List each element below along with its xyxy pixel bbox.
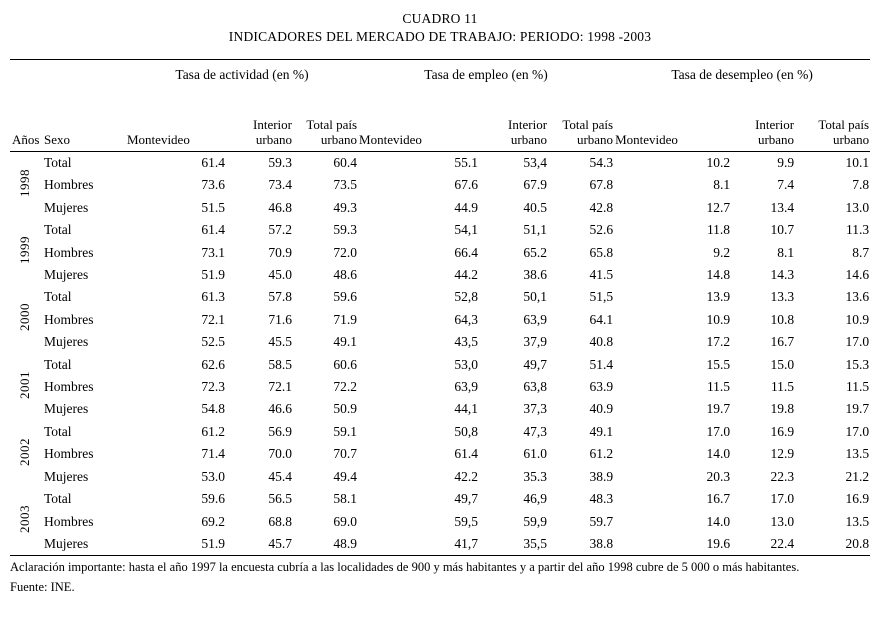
value-cell: 72.1 bbox=[268, 379, 292, 395]
value-cell: 15.0 bbox=[770, 356, 795, 372]
value-cell: 64,3 bbox=[454, 311, 479, 327]
table-row bbox=[10, 241, 870, 263]
column-header: Montevideo bbox=[358, 85, 479, 151]
value-cell: 45.7 bbox=[268, 535, 292, 551]
value-cell: 61.3 bbox=[201, 289, 225, 305]
value-cell: 10.9 bbox=[706, 311, 731, 327]
value-cell: 11.5 bbox=[770, 379, 795, 395]
sexo-cell: Total bbox=[44, 222, 72, 238]
value-cell: 60.6 bbox=[333, 356, 358, 372]
value-cell: 72.0 bbox=[333, 244, 358, 260]
year-cell bbox=[10, 286, 40, 353]
sexo-cell: Mujeres bbox=[44, 334, 89, 350]
value-cell: 12.9 bbox=[770, 446, 795, 462]
value-cell: 9.9 bbox=[777, 155, 795, 170]
value-cell: 72.1 bbox=[201, 311, 225, 327]
value-cell: 19.7 bbox=[845, 401, 870, 417]
value-cell: 10.7 bbox=[770, 222, 795, 238]
value-cell: 38.8 bbox=[589, 535, 614, 551]
value-cell: 17.0 bbox=[706, 423, 731, 439]
year-cell bbox=[10, 420, 40, 487]
sexo-cell: Total bbox=[44, 356, 72, 372]
value-cell: 45.0 bbox=[268, 267, 292, 283]
value-cell: 58.1 bbox=[333, 491, 358, 507]
value-cell: 59.6 bbox=[201, 491, 225, 507]
sexo-cell: Total bbox=[44, 155, 72, 170]
value-cell: 51.9 bbox=[201, 267, 225, 283]
value-cell: 35.3 bbox=[523, 468, 548, 484]
value-cell: 44.9 bbox=[454, 199, 479, 215]
value-cell: 50.9 bbox=[333, 401, 358, 417]
value-cell: 42.2 bbox=[454, 468, 479, 484]
value-cell: 71.4 bbox=[201, 446, 225, 462]
value-cell: 13.6 bbox=[845, 289, 870, 305]
year-label: 2003 bbox=[17, 505, 33, 533]
year-label: 2000 bbox=[17, 303, 33, 332]
value-cell: 61.4 bbox=[454, 446, 479, 462]
table-row bbox=[10, 443, 870, 465]
value-cell: 59.3 bbox=[333, 222, 358, 238]
year-label: 1999 bbox=[17, 236, 33, 265]
value-cell: 53.0 bbox=[201, 468, 225, 484]
value-cell: 7.4 bbox=[777, 177, 795, 193]
value-cell: 73.4 bbox=[268, 177, 292, 193]
sexo-cell: Mujeres bbox=[44, 401, 89, 417]
table-subtitle: INDICADORES DEL MERCADO DE TRABAJO: PERIODO: 1998 -2003 bbox=[228, 29, 652, 44]
value-cell: 11.5 bbox=[706, 379, 731, 395]
column-header: Interior urbano bbox=[731, 85, 795, 151]
value-cell: 59.7 bbox=[589, 513, 614, 529]
value-cell: 59,5 bbox=[454, 513, 479, 529]
value-cell: 10.2 bbox=[706, 155, 731, 170]
value-cell: 14.8 bbox=[706, 267, 731, 283]
value-cell: 13.0 bbox=[845, 199, 870, 215]
value-cell: 64.1 bbox=[589, 311, 614, 327]
value-cell: 49.1 bbox=[589, 423, 614, 439]
sexo-cell: Hombres bbox=[44, 244, 94, 260]
table-row bbox=[10, 331, 870, 353]
value-cell: 72.2 bbox=[333, 379, 358, 395]
indicators-table bbox=[10, 59, 870, 556]
value-cell: 37,9 bbox=[523, 334, 548, 350]
value-cell: 67.6 bbox=[454, 177, 479, 193]
value-cell: 13.5 bbox=[845, 446, 870, 462]
value-cell: 12.7 bbox=[706, 199, 731, 215]
value-cell: 49.1 bbox=[333, 334, 358, 350]
value-cell: 19.8 bbox=[770, 401, 795, 417]
value-cell: 58.5 bbox=[268, 356, 292, 372]
year-cell bbox=[10, 488, 40, 556]
table-row bbox=[10, 420, 870, 442]
value-cell: 37,3 bbox=[523, 401, 548, 417]
value-cell: 40.9 bbox=[589, 401, 614, 417]
value-cell: 51,5 bbox=[589, 289, 614, 305]
value-cell: 70.0 bbox=[268, 446, 292, 462]
value-cell: 51.5 bbox=[201, 199, 225, 215]
value-cell: 16.9 bbox=[770, 423, 795, 439]
footnote: Aclaración importante: hasta el año 1997 la encuesta cubría a las localidades de 900 y más habitantes y a partir del año 1998 cubre de 5 000 o más habitantes. bbox=[10, 559, 800, 574]
value-cell: 66.4 bbox=[454, 244, 479, 260]
value-cell: 73.5 bbox=[333, 177, 358, 193]
title-block bbox=[10, 10, 870, 46]
value-cell: 44.2 bbox=[454, 267, 479, 283]
value-cell: 73.6 bbox=[201, 177, 225, 193]
value-cell: 71.9 bbox=[333, 311, 358, 327]
source-note: Fuente: INE. bbox=[10, 579, 75, 594]
sexo-cell: Mujeres bbox=[44, 267, 89, 283]
table-row bbox=[10, 510, 870, 532]
value-cell: 62.6 bbox=[201, 356, 225, 372]
value-cell: 61.4 bbox=[201, 155, 225, 170]
table-row bbox=[10, 353, 870, 375]
value-cell: 8.1 bbox=[713, 177, 731, 193]
value-cell: 13.5 bbox=[845, 513, 870, 529]
value-cell: 61.2 bbox=[201, 423, 225, 439]
column-header: Montevideo bbox=[614, 85, 731, 151]
value-cell: 69.2 bbox=[201, 513, 225, 529]
value-cell: 46,9 bbox=[523, 491, 548, 507]
value-cell: 65.2 bbox=[523, 244, 548, 260]
sexo-cell: Mujeres bbox=[44, 535, 89, 551]
sexo-cell: Total bbox=[44, 289, 72, 305]
value-cell: 19.6 bbox=[706, 535, 731, 551]
sexo-cell: Hombres bbox=[44, 513, 94, 529]
value-cell: 52,8 bbox=[454, 289, 479, 305]
column-header-anios: Años bbox=[10, 85, 40, 151]
table-row bbox=[10, 532, 870, 555]
value-cell: 15.5 bbox=[706, 356, 731, 372]
value-cell: 54.3 bbox=[589, 155, 614, 170]
value-cell: 53,4 bbox=[523, 155, 548, 170]
value-cell: 71.6 bbox=[268, 311, 292, 327]
column-header-sexo: Sexo bbox=[40, 85, 126, 151]
value-cell: 60.4 bbox=[333, 155, 358, 170]
sexo-cell: Mujeres bbox=[44, 199, 89, 215]
value-cell: 10.8 bbox=[770, 311, 795, 327]
value-cell: 40.8 bbox=[589, 334, 614, 350]
table-row bbox=[10, 174, 870, 196]
value-cell: 50,1 bbox=[523, 289, 548, 305]
value-cell: 56.9 bbox=[268, 423, 292, 439]
value-cell: 49.3 bbox=[333, 199, 358, 215]
year-label: 1998 bbox=[17, 168, 33, 197]
year-cell bbox=[10, 219, 40, 286]
value-cell: 11.8 bbox=[706, 222, 731, 238]
table-row bbox=[10, 465, 870, 487]
value-cell: 67.8 bbox=[589, 177, 614, 193]
value-cell: 17.2 bbox=[706, 334, 731, 350]
value-cell: 21.2 bbox=[845, 468, 870, 484]
column-header-row bbox=[10, 85, 870, 151]
value-cell: 72.3 bbox=[201, 379, 225, 395]
table-title: CUADRO 11 bbox=[402, 11, 478, 26]
sexo-cell: Hombres bbox=[44, 311, 94, 327]
table-row bbox=[10, 219, 870, 241]
value-cell: 46.6 bbox=[268, 401, 292, 417]
value-cell: 38.9 bbox=[589, 468, 614, 484]
value-cell: 49,7 bbox=[454, 491, 479, 507]
value-cell: 16.7 bbox=[706, 491, 731, 507]
sexo-cell: Total bbox=[44, 423, 72, 439]
year-cell bbox=[10, 151, 40, 219]
value-cell: 52.5 bbox=[201, 334, 225, 350]
value-cell: 8.1 bbox=[777, 244, 795, 260]
value-cell: 73.1 bbox=[201, 244, 225, 260]
column-header: Total país urbano bbox=[795, 85, 870, 151]
value-cell: 35,5 bbox=[523, 535, 548, 551]
value-cell: 63,9 bbox=[523, 311, 548, 327]
group-header: Tasa de desempleo (en %) bbox=[671, 67, 813, 82]
value-cell: 11.5 bbox=[845, 379, 870, 395]
value-cell: 16.7 bbox=[770, 334, 795, 350]
value-cell: 15.3 bbox=[845, 356, 870, 372]
value-cell: 69.0 bbox=[333, 513, 358, 529]
value-cell: 65.8 bbox=[589, 244, 614, 260]
value-cell: 17.0 bbox=[770, 491, 795, 507]
value-cell: 48.3 bbox=[589, 491, 614, 507]
value-cell: 56.5 bbox=[268, 491, 292, 507]
year-cell bbox=[10, 353, 40, 420]
value-cell: 57.8 bbox=[268, 289, 292, 305]
year-label: 2002 bbox=[17, 437, 33, 466]
value-cell: 67.9 bbox=[523, 177, 548, 193]
value-cell: 42.8 bbox=[589, 199, 614, 215]
group-header: Tasa de empleo (en %) bbox=[424, 67, 548, 82]
value-cell: 40.5 bbox=[523, 199, 548, 215]
value-cell: 41.5 bbox=[589, 267, 614, 283]
value-cell: 38.6 bbox=[523, 267, 548, 283]
value-cell: 14.0 bbox=[706, 446, 731, 462]
value-cell: 53,0 bbox=[454, 356, 479, 372]
value-cell: 19.7 bbox=[706, 401, 731, 417]
value-cell: 43,5 bbox=[454, 334, 479, 350]
value-cell: 51.9 bbox=[201, 535, 225, 551]
column-header: Total país urbano bbox=[293, 85, 358, 151]
value-cell: 61.4 bbox=[201, 222, 225, 238]
value-cell: 50,8 bbox=[454, 423, 479, 439]
value-cell: 70.7 bbox=[333, 446, 358, 462]
group-header-row bbox=[10, 60, 870, 86]
value-cell: 49.4 bbox=[333, 468, 358, 484]
value-cell: 41,7 bbox=[454, 535, 479, 551]
table-row bbox=[10, 398, 870, 420]
value-cell: 17.0 bbox=[845, 423, 870, 439]
value-cell: 59.1 bbox=[333, 423, 358, 439]
value-cell: 13.0 bbox=[770, 513, 795, 529]
value-cell: 45.5 bbox=[268, 334, 292, 350]
value-cell: 13.9 bbox=[706, 289, 731, 305]
value-cell: 14.6 bbox=[845, 267, 870, 283]
value-cell: 63.9 bbox=[589, 379, 614, 395]
value-cell: 59.6 bbox=[333, 289, 358, 305]
sexo-cell: Hombres bbox=[44, 177, 94, 193]
value-cell: 57.2 bbox=[268, 222, 292, 238]
value-cell: 8.7 bbox=[852, 244, 870, 260]
group-header-spacer bbox=[10, 60, 126, 86]
value-cell: 54.8 bbox=[201, 401, 225, 417]
sexo-cell: Total bbox=[44, 491, 72, 507]
value-cell: 51,1 bbox=[523, 222, 548, 238]
value-cell: 63,8 bbox=[523, 379, 548, 395]
value-cell: 55.1 bbox=[454, 155, 479, 170]
value-cell: 61.0 bbox=[523, 446, 548, 462]
value-cell: 48.6 bbox=[333, 267, 358, 283]
table-row bbox=[10, 264, 870, 286]
value-cell: 14.0 bbox=[706, 513, 731, 529]
value-cell: 46.8 bbox=[268, 199, 292, 215]
value-cell: 59.3 bbox=[268, 155, 292, 170]
table-row bbox=[10, 376, 870, 398]
column-header: Total país urbano bbox=[548, 85, 614, 151]
value-cell: 63,9 bbox=[454, 379, 479, 395]
value-cell: 47,3 bbox=[523, 423, 548, 439]
value-cell: 45.4 bbox=[268, 468, 292, 484]
year-label: 2001 bbox=[17, 370, 33, 399]
table-row bbox=[10, 151, 870, 174]
value-cell: 20.3 bbox=[706, 468, 731, 484]
column-header: Interior urbano bbox=[479, 85, 548, 151]
sexo-cell: Hombres bbox=[44, 446, 94, 462]
value-cell: 49,7 bbox=[523, 356, 548, 372]
table-row bbox=[10, 488, 870, 510]
value-cell: 44,1 bbox=[454, 401, 479, 417]
table-row bbox=[10, 196, 870, 218]
value-cell: 20.8 bbox=[845, 535, 870, 551]
value-cell: 51.4 bbox=[589, 356, 614, 372]
value-cell: 13.3 bbox=[770, 289, 795, 305]
value-cell: 10.9 bbox=[845, 311, 870, 327]
value-cell: 10.1 bbox=[845, 155, 870, 170]
table-row bbox=[10, 308, 870, 330]
sexo-cell: Mujeres bbox=[44, 468, 89, 484]
value-cell: 22.4 bbox=[770, 535, 795, 551]
value-cell: 11.3 bbox=[845, 222, 870, 238]
value-cell: 54,1 bbox=[454, 222, 479, 238]
value-cell: 52.6 bbox=[589, 222, 614, 238]
value-cell: 16.9 bbox=[845, 491, 870, 507]
value-cell: 70.9 bbox=[268, 244, 292, 260]
column-header: Interior urbano bbox=[226, 85, 293, 151]
value-cell: 14.3 bbox=[770, 267, 795, 283]
column-header: Montevideo bbox=[126, 85, 226, 151]
group-header: Tasa de actividad (en %) bbox=[175, 67, 309, 82]
table-row bbox=[10, 286, 870, 308]
value-cell: 59,9 bbox=[523, 513, 548, 529]
value-cell: 61.2 bbox=[589, 446, 614, 462]
sexo-cell: Hombres bbox=[44, 379, 94, 395]
value-cell: 7.8 bbox=[852, 177, 870, 193]
value-cell: 13.4 bbox=[770, 199, 795, 215]
value-cell: 9.2 bbox=[713, 244, 731, 260]
value-cell: 68.8 bbox=[268, 513, 292, 529]
value-cell: 48.9 bbox=[333, 535, 358, 551]
value-cell: 22.3 bbox=[770, 468, 795, 484]
value-cell: 17.0 bbox=[845, 334, 870, 350]
